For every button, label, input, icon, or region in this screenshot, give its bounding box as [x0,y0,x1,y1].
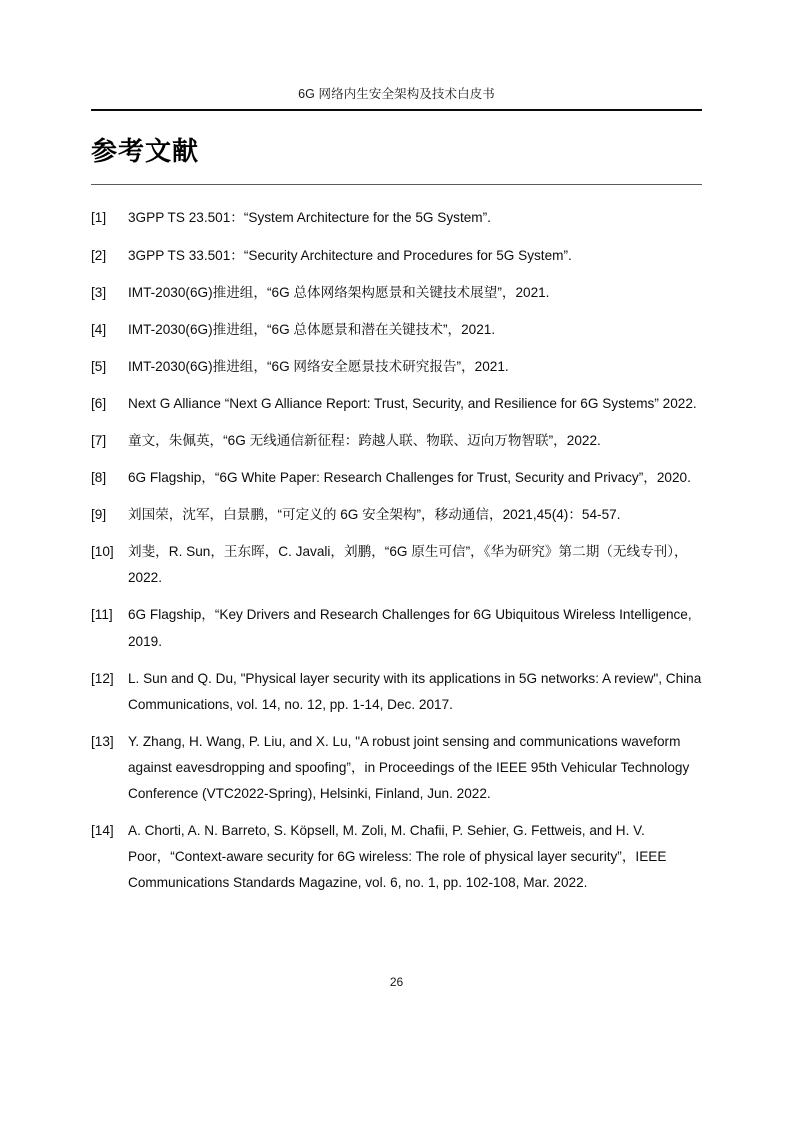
reference-entry [91,818,702,896]
reference-entry [91,428,702,454]
reference-label: [14] [91,823,114,839]
reference-text: IMT-2030(6G)推进组，“6G 网络安全愿景技术研究报告”，2021. [128,358,509,374]
reference-entry [91,391,702,417]
reference-text: 3GPP TS 23.501：“System Architecture for the 5G System”. [128,210,491,226]
header-rule [91,109,702,111]
reference-text: 童文，朱佩英，“6G 无线通信新征程：跨越人联、物联、迈向万物智联”，2022. [128,432,601,448]
title-rule [91,184,702,185]
reference-label: [4] [91,321,107,337]
reference-text: IMT-2030(6G)推进组，“6G 总体网络架构愿景和关键技术展望”，2021. [128,284,550,300]
reference-label: [10] [91,544,114,560]
page-title: 参考文献 [91,136,200,167]
reference-label: [1] [91,210,107,226]
reference-label: [8] [91,470,107,486]
reference-label: [11] [91,607,113,623]
reference-text: L. Sun and Q. Du, "Physical layer security with its applications in 5G networks: A review", China Communications, vol. 14, no. 12, pp. 1-14, Dec. 2017. [128,670,702,712]
reference-entry [91,502,702,528]
reference-entry [91,354,702,380]
page-number: 26 [389,975,404,989]
reference-label: [7] [91,432,107,448]
reference-label: [5] [91,358,107,374]
reference-text: 3GPP TS 33.501：“Security Architecture and Procedures for 5G System”. [128,247,572,263]
reference-entry [91,317,702,343]
reference-label: [6] [91,395,107,411]
reference-entry [91,243,702,269]
reference-text: A. Chorti, A. N. Barreto, S. Köpsell, M. Zoli, M. Chafii, P. Sehier, G. Fettweis, and H. V. Poor，“Context-aware security for 6G wireless: The role of physical layer security”，IEEE Communications Standards Magazine, vol. 6, no. 1, pp. 102-108, Mar. 2022. [128,823,667,891]
reference-label: [12] [91,670,114,686]
page-content [91,0,702,896]
reference-list [91,205,702,896]
reference-text: IMT-2030(6G)推进组，“6G 总体愿景和潜在关键技术”，2021. [128,321,496,337]
reference-entry [91,539,702,591]
reference-text: Next G Alliance “Next G Alliance Report: Trust, Security, and Resilience for 6G Systems” 2022. [128,395,697,411]
reference-entry [91,602,702,654]
reference-text: 刘斐，R. Sun，王东晖，C. Javali，刘鹏，“6G 原生可信”，《华为研究》第二期（无线专刊），2022. [128,544,688,586]
reference-entry [91,205,702,231]
reference-label: [13] [91,733,114,749]
reference-text: 6G Flagship，“6G White Paper: Research Challenges for Trust, Security and Privacy”，2020. [128,470,691,486]
reference-entry [91,666,702,718]
reference-text: Y. Zhang, H. Wang, P. Liu, and X. Lu, "A robust joint sensing and communications waveform against eavesdropping and spoofing”，in Proceedings of the IEEE 95th Vehicular Technology Conference (VTC2022-Spring), Helsinki, Finland, Jun. 2022. [128,733,690,802]
reference-entry [91,465,702,491]
reference-entry [91,729,702,807]
running-header: 6G 网络内生安全架构及技术白皮书 [298,87,495,101]
reference-label: [2] [91,247,107,263]
reference-entry [91,280,702,306]
reference-text: 刘国荣，沈军，白景鹏，“可定义的 6G 安全架构”，移动通信，2021,45(4)：54-57. [128,507,621,523]
reference-label: [3] [91,284,107,300]
reference-text: 6G Flagship，“Key Drivers and Research Challenges for 6G Ubiquitous Wireless Intelligence, 2019. [128,607,692,649]
reference-label: [9] [91,507,107,523]
